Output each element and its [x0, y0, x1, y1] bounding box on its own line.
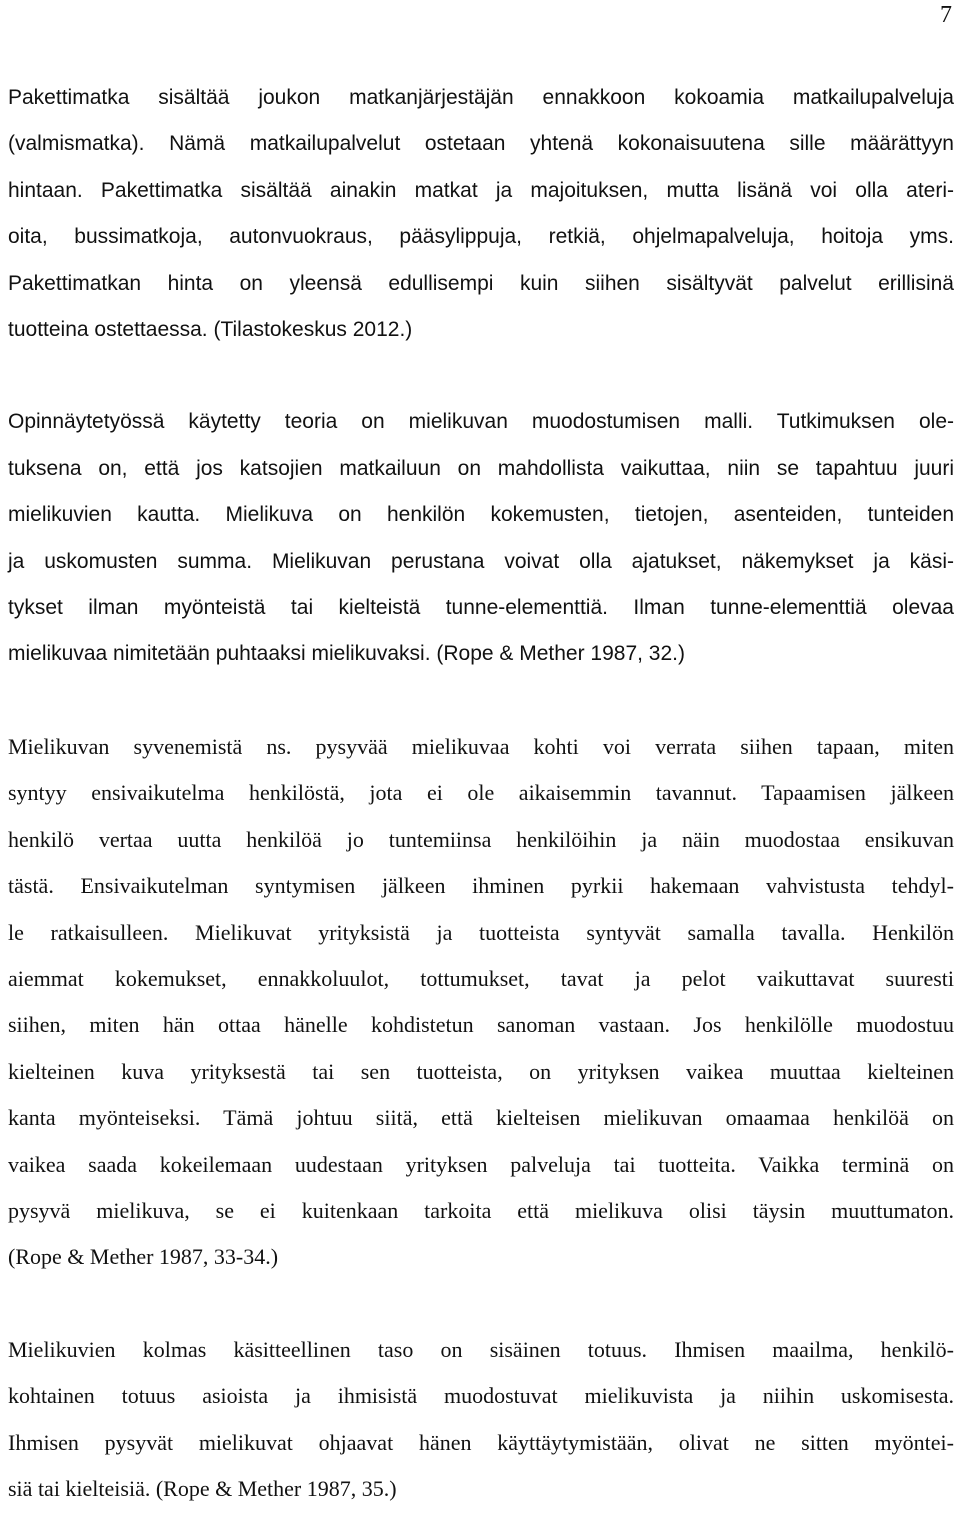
text-line: (valmismatka). Nämä matkailupalvelut ostetaan yhtenä kokonaisuutena sille määrättyyn — [8, 132, 954, 156]
page-number: 7 — [940, 2, 952, 28]
text-line: tuksena on, että jos katsojien matkailuun on mahdollista vaikuttaa, niin se tapahtuu juuri — [8, 456, 954, 480]
text-line: mielikuvaa nimitetään puhtaaksi mielikuvaksi. (Rope & Mether 1987, 32.) — [8, 642, 685, 666]
text-line: Ihmisen pysyvät mielikuvat ohjaavat hänen käyttäytymistään, olivat ne sitten myöntei- — [8, 1429, 954, 1455]
text-line: henkilö vertaa uutta henkilöä jo tuntemiinsa henkilöihin ja näin muodostaa ensikuvan — [8, 826, 954, 852]
text-line: syntyy ensivaikutelma henkilöstä, jota ei ole aikaisemmin tavannut. Tapaamisen jälkeen — [8, 780, 954, 806]
text-line: mielikuvien kautta. Mielikuva on henkilön kokemusten, tietojen, asenteiden, tunteiden — [8, 503, 954, 527]
paragraph-1 — [8, 75, 954, 353]
paragraph-4 — [8, 1327, 954, 1513]
text-line: le ratkaisulleen. Mielikuvat yrityksistä ja tuotteista syntyvät samalla tavalla. Henkilön — [8, 919, 954, 945]
text-line: oita, bussimatkoja, autonvuokraus, pääsylippuja, retkiä, ohjelmapalveluja, hoitoja yms. — [8, 225, 954, 249]
paragraph-list — [8, 75, 954, 1512]
text-line: siihen, miten hän ottaa hänelle kohdistetun sanoman vastaan. Jos henkilölle muodostuu — [8, 1012, 954, 1038]
text-line: tuotteina ostettaessa. (Tilastokeskus 2012.) — [8, 318, 413, 342]
paragraph-gap — [8, 353, 954, 399]
text-line: Mielikuvien kolmas käsitteellinen taso on sisäinen totuus. Ihmisen maailma, henkilö- — [8, 1336, 954, 1362]
text-line: ja uskomusten summa. Mielikuvan perustana voivat olla ajatukset, näkemykset ja käsi- — [8, 549, 954, 573]
text-line: hintaan. Pakettimatka sisältää ainakin matkat ja majoituksen, mutta lisänä voi olla ateri- — [8, 178, 954, 202]
paragraph-3 — [8, 724, 954, 1281]
text-line: (Rope & Mether 1987, 33-34.) — [8, 1244, 279, 1270]
text-line: Opinnäytetyössä käytetty teoria on mielikuvan muodostumisen malli. Tutkimuksen ole- — [8, 410, 954, 434]
text-line: Pakettimatka sisältää joukon matkanjärjestäjän ennakkoon kokoamia matkailupalveluja — [8, 86, 954, 109]
text-line: Pakettimatkan hinta on yleensä edullisempi kuin siihen sisältyvät palvelut erillisinä — [8, 271, 954, 295]
text-line: kohtainen totuus asioista ja ihmisistä muodostuvat mielikuvista ja niihin uskomisesta. — [8, 1383, 954, 1409]
text-line: aiemmat kokemukset, ennakkoluulot, tottumukset, tavat ja pelot vaikuttavat suuresti — [8, 965, 954, 991]
text-line: kielteinen kuva yrityksestä tai sen tuotteista, on yrityksen vaikea muuttaa kielteinen — [8, 1058, 954, 1084]
text-line: Mielikuvan syvenemistä ns. pysyvää mielikuvaa kohti voi verrata siihen tapaan, miten — [8, 733, 954, 759]
text-line: pysyvä mielikuva, se ei kuitenkaan tarkoita että mielikuva olisi täysin muuttumaton. — [8, 1197, 954, 1223]
text-line: kanta myönteiseksi. Tämä johtuu siitä, että kielteisen mielikuvan omaamaa henkilöä on — [8, 1105, 954, 1131]
text-line: vaikea saada kokeilemaan uudestaan yrityksen palveluja tai tuotteita. Vaikka terminä on — [8, 1151, 954, 1177]
paragraph-2 — [8, 399, 954, 677]
paragraph-gap — [8, 678, 954, 724]
text-line: tykset ilman myönteistä tai kielteistä tunne-elementtiä. Ilman tunne-elementtiä olevaa — [8, 596, 954, 620]
text-line: tästä. Ensivaikutelman syntymisen jälkeen ihminen pyrkii hakemaan vahvistusta tehdyl- — [8, 873, 954, 899]
page-body — [8, 75, 954, 1512]
text-line: siä tai kielteisiä. (Rope & Mether 1987, 35.) — [8, 1475, 397, 1501]
paragraph-gap — [8, 1281, 954, 1327]
